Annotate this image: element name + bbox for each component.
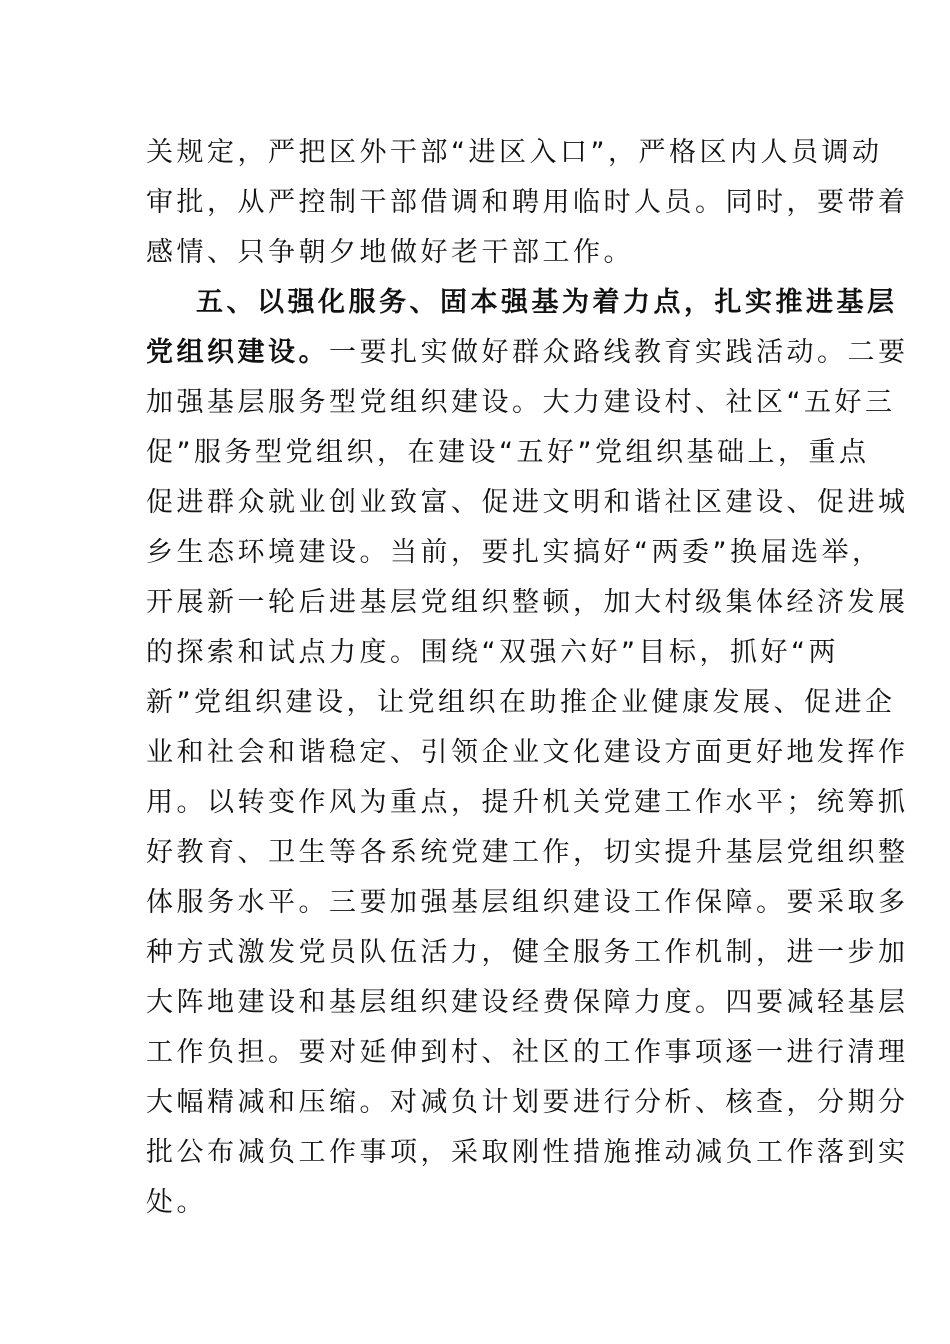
text-line: 促”服务型党组织，在建设“五好”党组织基础上，重点 bbox=[146, 437, 870, 468]
text-line: 体服务水平。三要加强基层组织建设工作保障。要采取多 bbox=[146, 887, 909, 918]
text-line: 审批，从严控制干部借调和聘用临时人员。同时，要带着 bbox=[146, 187, 909, 218]
text-line: 乡生态环境建设。当前，要扎实搞好“两委”换届选举， bbox=[146, 537, 883, 568]
text-line: 用。以转变作风为重点，提升机关党建工作水平；统筹抓 bbox=[146, 787, 909, 818]
text-line: 大阵地建设和基层组织建设经费保障力度。四要减轻基层 bbox=[146, 987, 909, 1018]
text-line: 关规定，严把区外干部“进区入口”，严格区内人员调动 bbox=[146, 137, 883, 168]
text-line: 种方式激发党员队伍活力，健全服务工作机制，进一步加 bbox=[146, 937, 909, 968]
text-line: 新”党组织建设，让党组织在助推企业健康发展、促进企 bbox=[146, 687, 896, 718]
section-heading-continuation: 党组织建设。 bbox=[146, 337, 329, 368]
section-heading: 五、以强化服务、固本强基为着力点，扎实推进基层 bbox=[196, 287, 898, 318]
text-line bbox=[146, 328, 909, 378]
text-line: 开展新一轮后进基层党组织整顿，加大村级集体经济发展 bbox=[146, 587, 909, 618]
text-line: 工作负担。要对延伸到村、社区的工作事项逐一进行清理 bbox=[146, 1037, 909, 1068]
text-line: 的探索和试点力度。围绕“双强六好”目标，抓好“两 bbox=[146, 637, 839, 668]
text-line-rest: 一要扎实做好群众路线教育实践活动。二要 bbox=[329, 337, 909, 368]
text-line: 批公布减负工作事项，采取刚性措施推动减负工作落到实 bbox=[146, 1137, 909, 1168]
text-line: 大幅精减和压缩。对减负计划要进行分析、核查，分期分 bbox=[146, 1087, 909, 1118]
text-line: 业和社会和谐稳定、引领企业文化建设方面更好地发挥作 bbox=[146, 737, 909, 768]
text-line: 处。 bbox=[146, 1187, 207, 1218]
text-line: 促进群众就业创业致富、促进文明和谐社区建设、促进城 bbox=[146, 487, 909, 518]
text-line: 加强基层服务型党组织建设。大力建设村、社区“五好三 bbox=[146, 387, 896, 418]
text-line: 感情、只争朝夕地做好老干部工作。 bbox=[146, 237, 634, 268]
text-line: 好教育、卫生等各系统党建工作，切实提升基层党组织整 bbox=[146, 837, 909, 868]
